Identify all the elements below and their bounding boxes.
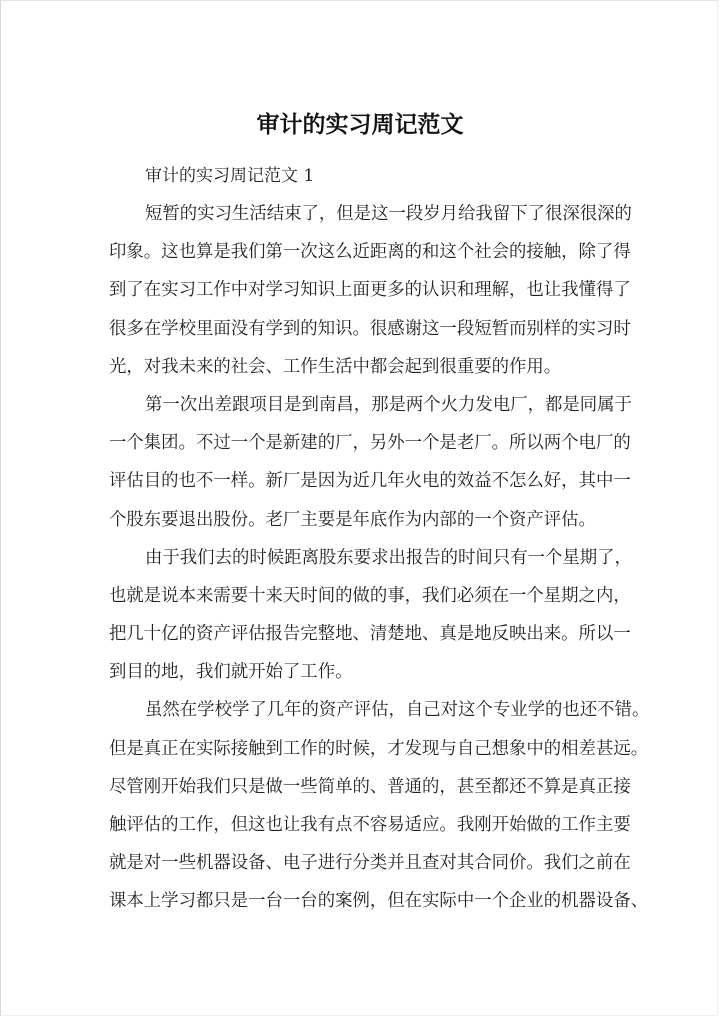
text-line: 把几十亿的资产评估报告完整地、清楚地、真是地反映出来。所以一 [109,624,631,645]
text-line: 由于我们去的时候距离股东要求出报告的时间只有一个星期了， [145,547,632,568]
text-line: 评估目的也不一样。新厂是因为近几年火电的效益不怎么好，其中一 [109,471,631,492]
paragraph-4 [109,691,650,920]
text-line: 到了在实习工作中对学习知识上面更多的认识和理解，也让我懂得了 [109,280,631,301]
text-line: 但是真正在实际接触到工作的时候，才发现与自己想象中的相差甚远。 [109,738,649,759]
text-line: 也就是说本来需要十来天时间的做的事，我们必须在一个星期之内， [109,585,631,606]
text-line: 光，对我未来的社会、工作生活中都会起到很重要的作用。 [109,356,562,377]
text-line: 尽管刚开始我们只是做一些简单的、普通的，甚至都还不算是真正接 [109,776,631,797]
text-line: 到目的地，我们就开始了工作。 [109,662,353,683]
paragraph-2 [109,386,632,539]
text-line: 印象。这也算是我们第一次这么近距离的和这个社会的接触，除了得 [109,242,631,263]
text-line: 很多在学校里面没有学到的知识。很感谢这一段短暂而别样的实习时 [109,318,631,339]
document-body [109,157,650,921]
text-line: 个股东要退出股份。老厂主要是年底作为内部的一个资产评估。 [109,509,596,530]
text-line: 虽然在学校学了几年的资产评估，自己对这个专业学的也还不错。 [145,700,650,721]
paragraph-1 [109,195,632,386]
text-line: 就是对一些机器设备、电子进行分类并且查对其合同价。我们之前在 [109,853,631,874]
text-line: 一个集团。不过一个是新建的厂，另外一个是老厂。所以两个电厂的 [109,433,631,454]
section-subheading: 审计的实习周记范文 1 [145,166,315,186]
text-line: 短暂的实习生活结束了，但是这一段岁月给我留下了很深很深的 [145,204,632,224]
page-title: 审计的实习周记范文 [256,112,464,138]
text-line: 课本上学习都只是一台一台的案例，但在实际中一个企业的机器设备、 [109,891,649,912]
text-line: 触评估的工作，但这也让我有点不容易适应。我刚开始做的工作主要 [109,815,631,835]
paragraph-3 [109,539,632,692]
text-line: 第一次出差跟项目是到南昌，那是两个火力发电厂，都是同属于 [145,394,632,415]
